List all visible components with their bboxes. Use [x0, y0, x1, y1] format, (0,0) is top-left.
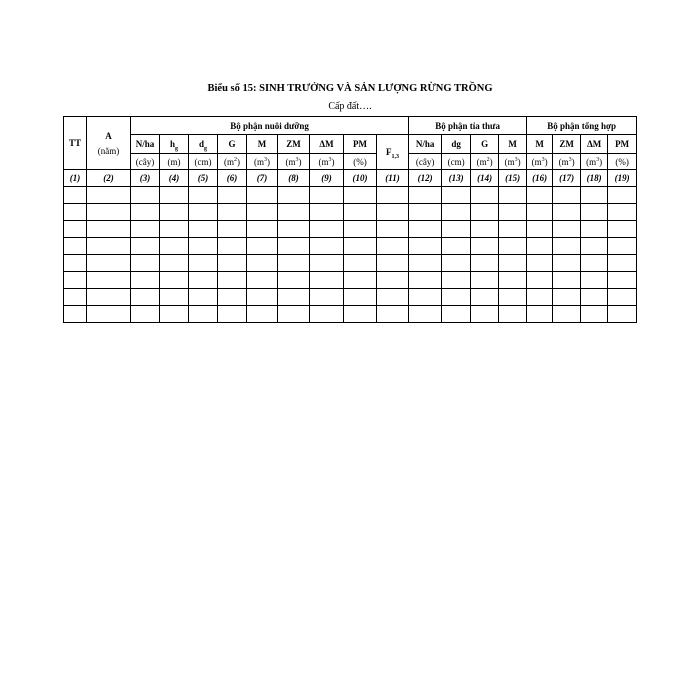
column-name: N/ha [415, 139, 435, 149]
table-cell[interactable] [160, 289, 189, 306]
table-row [64, 272, 637, 289]
table-cell[interactable] [218, 238, 247, 255]
table-cell[interactable] [131, 238, 160, 255]
group-header-tong-hop: Bộ phận tổng hợp [527, 117, 637, 135]
table-cell[interactable] [87, 289, 131, 306]
column-number: (2) [87, 170, 131, 187]
table-cell[interactable] [377, 238, 409, 255]
table-cell[interactable] [131, 221, 160, 238]
column-header-4 [160, 135, 189, 154]
table-cell[interactable] [160, 204, 189, 221]
table-cell[interactable] [377, 289, 409, 306]
column-number: (17) [553, 170, 581, 187]
column-header-14 [471, 135, 499, 154]
table-cell[interactable] [344, 289, 377, 306]
column-number: (10) [344, 170, 377, 187]
table-cell[interactable] [64, 221, 87, 238]
column-header-7 [247, 135, 278, 154]
header-tt: TT [64, 117, 87, 170]
column-name: h [169, 139, 175, 149]
table-cell[interactable] [344, 306, 377, 323]
table-row [64, 289, 637, 306]
table-cell[interactable] [442, 204, 471, 221]
column-unit-5 [189, 154, 218, 170]
table-cell[interactable] [247, 238, 278, 255]
table-cell[interactable] [471, 204, 499, 221]
column-number: (12) [409, 170, 442, 187]
column-unit: (m) [167, 156, 181, 167]
column-header-19 [608, 135, 637, 154]
table-cell[interactable] [499, 306, 527, 323]
column-unit: (cây) [135, 156, 155, 167]
table-cell[interactable] [131, 306, 160, 323]
table-cell[interactable] [442, 306, 471, 323]
table-cell[interactable] [189, 255, 218, 272]
column-unit-14 [471, 154, 499, 170]
column-unit-10 [344, 154, 377, 170]
table-cell[interactable] [278, 255, 310, 272]
table-cell[interactable] [553, 238, 581, 255]
table-cell[interactable] [160, 238, 189, 255]
table-cell[interactable] [377, 221, 409, 238]
column-unit: (%) [615, 156, 629, 167]
column-unit-end: ) [544, 156, 548, 167]
column-header-6 [218, 135, 247, 154]
column-unit: (m [224, 156, 234, 167]
column-unit-end: ) [267, 156, 270, 167]
column-number: (1) [64, 170, 87, 187]
table-cell[interactable] [310, 289, 344, 306]
table-cell[interactable] [64, 255, 87, 272]
table-cell[interactable] [499, 289, 527, 306]
column-header-12 [409, 135, 442, 154]
column-number: (4) [160, 170, 189, 187]
group-header-tia-thua: Bộ phận tỉa thưa [409, 117, 527, 135]
column-name: ZM [559, 139, 574, 149]
column-name: ΔM [587, 139, 602, 149]
table-cell[interactable] [527, 221, 553, 238]
table-cell[interactable] [581, 221, 608, 238]
table-cell[interactable] [377, 306, 409, 323]
table-cell[interactable] [310, 221, 344, 238]
table-cell[interactable] [64, 289, 87, 306]
column-header-5 [189, 135, 218, 154]
column-name-subscript: g [204, 145, 207, 152]
table-cell[interactable] [131, 272, 160, 289]
table-cell[interactable] [442, 272, 471, 289]
column-name: G [228, 139, 236, 149]
column-number: (9) [310, 170, 344, 187]
table-cell[interactable] [377, 272, 409, 289]
table-row [64, 255, 637, 272]
column-number: (15) [499, 170, 527, 187]
column-unit-3 [131, 154, 160, 170]
table-cell[interactable] [278, 272, 310, 289]
column-unit-9 [310, 154, 344, 170]
table-cell[interactable] [64, 306, 87, 323]
table-cell[interactable] [527, 306, 553, 323]
table-cell[interactable] [64, 187, 87, 204]
table-cell[interactable] [344, 204, 377, 221]
column-header-9 [310, 135, 344, 154]
table-cell[interactable] [189, 306, 218, 323]
column-name: G [481, 139, 489, 149]
column-unit-12 [409, 154, 442, 170]
table-cell[interactable] [553, 255, 581, 272]
table-cell[interactable] [160, 221, 189, 238]
table-cell[interactable] [608, 238, 637, 255]
table-cell[interactable] [499, 255, 527, 272]
table-cell[interactable] [471, 238, 499, 255]
column-unit: (cây) [415, 156, 435, 167]
table-row [64, 306, 637, 323]
table-cell[interactable] [409, 272, 442, 289]
table-cell[interactable] [247, 289, 278, 306]
table-cell[interactable] [409, 221, 442, 238]
column-name: ZM [286, 139, 301, 149]
table-cell[interactable] [553, 306, 581, 323]
table-cell[interactable] [64, 272, 87, 289]
table-cell[interactable] [471, 187, 499, 204]
table-cell[interactable] [471, 306, 499, 323]
table-cell[interactable] [471, 255, 499, 272]
table-cell[interactable] [160, 272, 189, 289]
group-header-nuoi-duong: Bộ phận nuôi dưỡng [131, 117, 409, 135]
growth-yield-table [63, 116, 637, 323]
page-title: Biểu số 15: SINH TRƯỞNG VÀ SẢN LƯỢNG RỪNG TRỒNG [207, 83, 493, 94]
column-unit-7 [247, 154, 278, 170]
column-unit-superscript: 3 [596, 156, 600, 163]
table-row [64, 238, 637, 255]
table-cell[interactable] [377, 187, 409, 204]
table-cell[interactable] [310, 187, 344, 204]
table-cell[interactable] [189, 204, 218, 221]
column-unit: (cm) [194, 156, 212, 167]
table-cell[interactable] [471, 221, 499, 238]
table-cell[interactable] [409, 255, 442, 272]
table-cell[interactable] [527, 289, 553, 306]
table-cell[interactable] [499, 204, 527, 221]
column-unit-13 [442, 154, 471, 170]
column-header-10 [344, 135, 377, 154]
column-unit-18 [581, 154, 608, 170]
column-name-subscript: 1,3 [391, 153, 400, 160]
table-cell[interactable] [310, 255, 344, 272]
header-age-label: A [105, 130, 112, 141]
table-cell[interactable] [87, 204, 131, 221]
column-number: (5) [189, 170, 218, 187]
column-unit-end: ) [571, 156, 575, 167]
table-cell[interactable] [189, 289, 218, 306]
table-cell[interactable] [581, 187, 608, 204]
table-cell[interactable] [310, 306, 344, 323]
column-unit: (m [558, 156, 569, 167]
column-name-subscript: g [175, 145, 178, 152]
column-unit-superscript: 3 [541, 156, 545, 163]
column-unit-end: ) [331, 156, 335, 167]
table-cell[interactable] [442, 187, 471, 204]
table-cell[interactable] [581, 238, 608, 255]
table-cell[interactable] [310, 238, 344, 255]
table-cell[interactable] [608, 306, 637, 323]
table-cell[interactable] [247, 306, 278, 323]
table-cell[interactable] [278, 204, 310, 221]
table-cell[interactable] [189, 272, 218, 289]
table-cell[interactable] [553, 289, 581, 306]
table-cell[interactable] [189, 187, 218, 204]
table-cell[interactable] [527, 204, 553, 221]
table-cell[interactable] [87, 238, 131, 255]
column-name: d [198, 139, 204, 149]
column-unit: (m [285, 156, 296, 167]
table-cell[interactable] [310, 204, 344, 221]
table-cell[interactable] [377, 204, 409, 221]
table-cell[interactable] [608, 289, 637, 306]
table-cell[interactable] [189, 238, 218, 255]
table-cell[interactable] [409, 204, 442, 221]
table-cell[interactable] [608, 255, 637, 272]
table-cell[interactable] [499, 238, 527, 255]
column-header-13 [442, 135, 471, 154]
column-unit-superscript: 3 [328, 156, 332, 163]
table-cell[interactable] [160, 187, 189, 204]
column-unit-superscript: 2 [234, 156, 237, 163]
column-header-11 [377, 135, 409, 170]
header-age-unit: (năm) [97, 145, 120, 156]
column-unit-19 [608, 154, 637, 170]
table-cell[interactable] [344, 255, 377, 272]
column-name: dg [451, 139, 461, 149]
column-name: PM [615, 139, 630, 149]
column-name: M [508, 139, 517, 149]
column-unit-end: ) [599, 156, 603, 167]
table-cell[interactable] [527, 187, 553, 204]
column-unit-end: ) [298, 156, 302, 167]
table-cell[interactable] [553, 272, 581, 289]
column-number: (14) [471, 170, 499, 187]
column-name: M [257, 139, 267, 149]
table-row [64, 187, 637, 204]
table-cell[interactable] [344, 221, 377, 238]
column-unit-15 [499, 154, 527, 170]
table-cell[interactable] [247, 187, 278, 204]
column-number: (13) [442, 170, 471, 187]
header-age [87, 117, 131, 170]
table-cell[interactable] [527, 255, 553, 272]
column-unit-8 [278, 154, 310, 170]
column-number: (8) [278, 170, 310, 187]
column-unit-superscript: 2 [486, 156, 490, 163]
table-cell[interactable] [344, 187, 377, 204]
column-number: (18) [581, 170, 608, 187]
table-cell[interactable] [409, 187, 442, 204]
column-unit-superscript: 3 [568, 156, 572, 163]
table-cell[interactable] [64, 238, 87, 255]
table-cell[interactable] [581, 204, 608, 221]
table-cell[interactable] [499, 187, 527, 204]
table-cell[interactable] [409, 238, 442, 255]
table-cell[interactable] [608, 204, 637, 221]
table-cell[interactable] [278, 289, 310, 306]
table-cell[interactable] [160, 255, 189, 272]
table-cell[interactable] [581, 306, 608, 323]
table-cell[interactable] [87, 306, 131, 323]
table-cell[interactable] [409, 289, 442, 306]
table-cell[interactable] [131, 204, 160, 221]
table-cell[interactable] [218, 272, 247, 289]
column-name: F [386, 147, 392, 157]
column-number: (16) [527, 170, 553, 187]
table-cell[interactable] [131, 187, 160, 204]
table-cell[interactable] [471, 289, 499, 306]
column-unit-superscript: 3 [514, 156, 518, 163]
site-class-subtitle: Cấp đất…. [328, 101, 372, 112]
column-header-15 [499, 135, 527, 154]
table-cell[interactable] [377, 255, 409, 272]
table-cell[interactable] [87, 255, 131, 272]
column-number: (11) [377, 170, 409, 187]
column-header-16 [527, 135, 553, 154]
table-cell[interactable] [581, 289, 608, 306]
table-cell[interactable] [608, 272, 637, 289]
table-cell[interactable] [471, 272, 499, 289]
column-unit: (m [531, 156, 542, 167]
table-cell[interactable] [442, 221, 471, 238]
column-unit-end: ) [489, 156, 493, 167]
table-cell[interactable] [527, 272, 553, 289]
table-cell[interactable] [581, 255, 608, 272]
table-cell[interactable] [218, 221, 247, 238]
table-cell[interactable] [131, 255, 160, 272]
column-unit-17 [553, 154, 581, 170]
table-cell[interactable] [310, 272, 344, 289]
table-row [64, 221, 637, 238]
table-cell[interactable] [553, 204, 581, 221]
column-unit: (m [476, 156, 487, 167]
table-cell[interactable] [553, 221, 581, 238]
table-cell[interactable] [87, 221, 131, 238]
column-unit: (m [504, 156, 515, 167]
table-cell[interactable] [278, 238, 310, 255]
table-cell[interactable] [499, 221, 527, 238]
column-unit: (m [254, 156, 264, 167]
column-name: ΔM [319, 139, 334, 149]
table-cell[interactable] [189, 221, 218, 238]
table-cell[interactable] [131, 289, 160, 306]
column-unit-end: ) [237, 156, 240, 167]
column-unit-superscript: 3 [264, 156, 267, 163]
table-cell[interactable] [608, 221, 637, 238]
table-cell[interactable] [608, 187, 637, 204]
column-header-8 [278, 135, 310, 154]
table-row [64, 204, 637, 221]
table-cell[interactable] [64, 204, 87, 221]
table-cell[interactable] [442, 255, 471, 272]
column-unit-superscript: 3 [295, 156, 299, 163]
table-cell[interactable] [160, 306, 189, 323]
table-cell[interactable] [442, 238, 471, 255]
column-name: PM [353, 139, 367, 149]
column-name: M [535, 139, 544, 149]
column-unit: (%) [353, 156, 367, 167]
table-cell[interactable] [87, 272, 131, 289]
table-cell[interactable] [409, 306, 442, 323]
column-unit-6 [218, 154, 247, 170]
table-cell[interactable] [218, 187, 247, 204]
table-cell[interactable] [218, 289, 247, 306]
column-header-17 [553, 135, 581, 154]
table-cell[interactable] [344, 238, 377, 255]
table-cell[interactable] [278, 187, 310, 204]
column-unit: (m [586, 156, 597, 167]
table-cell[interactable] [247, 272, 278, 289]
table-cell[interactable] [499, 272, 527, 289]
table-cell[interactable] [581, 272, 608, 289]
column-number: (3) [131, 170, 160, 187]
column-number: (6) [218, 170, 247, 187]
column-unit-end: ) [517, 156, 521, 167]
table-cell[interactable] [247, 221, 278, 238]
table-cell[interactable] [218, 204, 247, 221]
column-header-18 [581, 135, 608, 154]
column-unit: (cm) [447, 156, 465, 167]
table-cell[interactable] [247, 204, 278, 221]
table-cell[interactable] [218, 306, 247, 323]
table-cell[interactable] [218, 255, 247, 272]
table-cell[interactable] [553, 187, 581, 204]
table-cell[interactable] [278, 306, 310, 323]
table-cell[interactable] [527, 238, 553, 255]
table-cell[interactable] [247, 255, 278, 272]
column-unit-16 [527, 154, 553, 170]
column-number: (19) [608, 170, 637, 187]
table-cell[interactable] [344, 272, 377, 289]
column-unit: (m [318, 156, 329, 167]
table-cell[interactable] [278, 221, 310, 238]
column-number: (7) [247, 170, 278, 187]
column-name: N/ha [135, 139, 155, 149]
table-cell[interactable] [87, 187, 131, 204]
column-header-3 [131, 135, 160, 154]
column-unit-4 [160, 154, 189, 170]
table-cell[interactable] [442, 289, 471, 306]
